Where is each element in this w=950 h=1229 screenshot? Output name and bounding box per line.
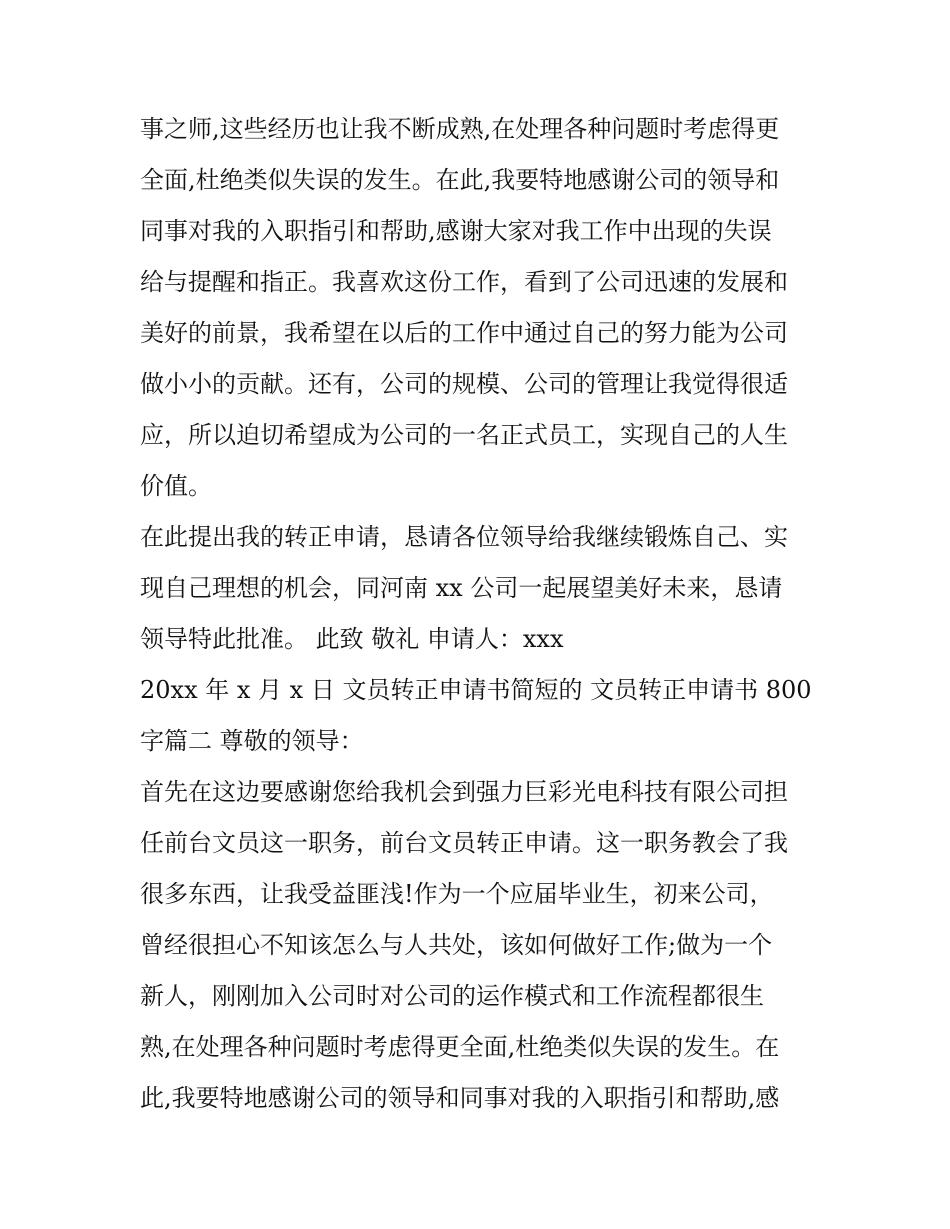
text-line: 新人，刚刚加入公司时对公司的运作模式和工作流程都很生 [140, 982, 764, 1010]
text-line: 此,我要特地感谢公司的领导和同事对我的入职指引和帮助,感 [140, 1084, 780, 1112]
text-line: 在此提出我的转正申请，恳请各位领导给我继续锻炼自己、实 [140, 523, 788, 551]
text-line: 领导特此批准。 此致 敬礼 申请人：xxx [140, 625, 564, 653]
text-line: 很多东西，让我受益匪浅!作为一个应届毕业生，初来公司， [140, 880, 774, 908]
text-line: 美好的前景，我希望在以后的工作中通过自己的努力能为公司 [140, 319, 788, 347]
text-line: 全面,杜绝类似失误的发生。在此,我要特地感谢公司的领导和 [140, 166, 780, 194]
text-line: 曾经很担心不知该怎么与人共处，该如何做好工作;做为一个 [140, 931, 773, 959]
text-line: 价值。 [140, 472, 212, 500]
text-line: 现自己理想的机会，同河南 xx 公司一起展望美好未来，恳请 [140, 574, 783, 602]
text-line: 应，所以迫切希望成为公司的一名正式员工，实现自己的人生 [140, 421, 788, 449]
text-line: 字篇二 尊敬的领导： [140, 727, 364, 755]
text-line: 做小小的贡献。还有，公司的规模、公司的管理让我觉得很适 [140, 370, 788, 398]
text-line: 给与提醒和指正。我喜欢这份工作，看到了公司迅速的发展和 [140, 268, 788, 296]
text-line: 任前台文员这一职务，前台文员转正申请。这一职务教会了我 [140, 829, 788, 857]
text-line: 熟,在处理各种问题时考虑得更全面,杜绝类似失误的发生。在 [140, 1033, 780, 1061]
text-line: 事之师,这些经历也让我不断成熟,在处理各种问题时考虑得更 [140, 115, 780, 143]
text-line: 同事对我的入职指引和帮助,感谢大家对我工作中出现的失误 [140, 217, 772, 245]
text-line: 20xx 年 x 月 x 日 文员转正申请书简短的 文员转正申请书 800 [140, 676, 812, 704]
body-text [140, 104, 820, 1124]
text-line: 首先在这边要感谢您给我机会到强力巨彩光电科技有限公司担 [140, 778, 788, 806]
